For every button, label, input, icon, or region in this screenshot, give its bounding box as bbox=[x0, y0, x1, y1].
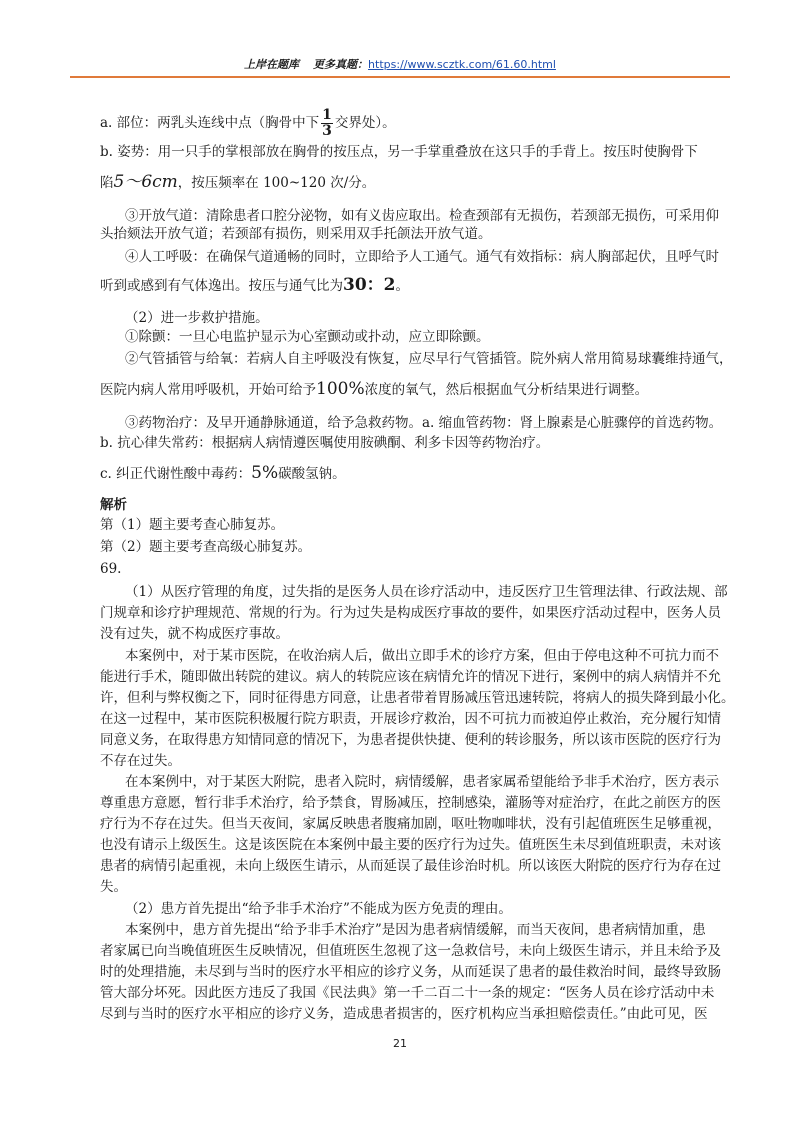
text-span: 浓度的氧气，然后根据血气分析结果进行调整。 bbox=[364, 382, 649, 398]
text-line: 在本案例中，对于某医大附院，患者入院时，病情缓解，患者家属希望能给予非手术治疗，医方表示 bbox=[125, 774, 719, 790]
text-line: b. 姿势：用一只手的掌根部放在胸骨的按压点，另一手掌重叠放在这只手的手背上。按压时使胸骨下 bbox=[100, 144, 698, 160]
text-line: 头抬颏法开放气道；若颈部有损伤，则采用双手托颌法开放气道。 bbox=[100, 226, 492, 242]
section-heading: 解析 bbox=[100, 497, 127, 513]
text-line bbox=[100, 173, 375, 192]
text-span: ，按压频率在 100~120 次/分。 bbox=[177, 175, 376, 191]
text-span: c. 纠正代谢性酸中毒药： bbox=[100, 466, 252, 482]
math-span: 100% bbox=[316, 379, 365, 399]
text-line: 许，但利与弊权衡之下，同时征得患方同意，让患者带着胃肠减压管迅速转院，将病人的损失降到最小化。 bbox=[100, 690, 735, 706]
text-span: 交界处）。 bbox=[334, 115, 396, 131]
math-span: 5～6cm bbox=[113, 172, 178, 192]
text-span: 。 bbox=[395, 278, 409, 294]
text-line bbox=[100, 380, 648, 399]
header-title: 上岸在题库 bbox=[244, 58, 300, 71]
text-line: 不存在过失。 bbox=[100, 753, 181, 769]
text-line: 尊重患方意愿，暂行非手术治疗，给予禁食，胃肠减压，控制感染，灌肠等对症治疗，在此之前医方的医 bbox=[100, 795, 721, 811]
text-line: ③药物治疗：及早开通静脉通道，给予急救药物。a. 缩血管药物：肾上腺素是心脏骤停的首选药物。 bbox=[125, 415, 723, 431]
text-line: ②气管插管与给氧：若病人自主呼吸没有恢复，应尽早行气管插管。院外病人常用简易球囊维持通气， bbox=[125, 351, 733, 367]
header-url-link[interactable]: https://www.scztk.com/61.60.html bbox=[368, 58, 556, 71]
text-line: （1）从医疗管理的角度，过失指的是医务人员在诊疗活动中，违反医疗卫生管理法律、行政法规、部 bbox=[125, 584, 728, 600]
text-line: ③开放气道：清除患者口腔分泌物，如有义齿应取出。检查颈部有无损伤，若颈部无损伤，可采用仰 bbox=[125, 208, 719, 224]
fraction bbox=[321, 108, 333, 139]
text-line: 管大部分坏死。因此医方违反了我国《民法典》第一千二百二十一条的规定：“医务人员在诊疗活动中未 bbox=[100, 985, 715, 1001]
text-line: b. 抗心律失常药：根据病人病情遵医嘱使用胺碘酮、利多卡因等药物治疗。 bbox=[100, 435, 550, 451]
text-line: 第（2）题主要考查高级心肺复苏。 bbox=[100, 539, 312, 555]
fraction-denominator: 3 bbox=[322, 123, 332, 139]
fraction-numerator: 1 bbox=[322, 107, 332, 123]
text-span: 医院内病人常用呼吸机，开始可给予 bbox=[100, 382, 316, 398]
text-line: 也没有请示上级医生。这是该医院在本案例中最主要的医疗行为过失。值班医生未尽到值班职责，未对该 bbox=[100, 837, 721, 853]
text-line: 本案例中，对于某市医院，在收治病人后，做出立即手术的诊疗方案，但由于停电这种不可抗力而不 bbox=[125, 648, 719, 664]
text-line: 本案例中，患方首先提出“给予非手术治疗”是因为患者病情缓解，而当天夜间，患者病情加重，患 bbox=[125, 922, 706, 938]
text-line: 在这一过程中，某市医院积极履行院方职责，开展诊疗救治，因不可抗力而被迫停止救治，充分履行知情 bbox=[100, 711, 721, 727]
text-line: 失。 bbox=[100, 879, 127, 895]
text-line: 第（1）题主要考查心肺复苏。 bbox=[100, 517, 285, 533]
text-line: 门规章和诊疗护理规范、常规的行为。行为过失是构成医疗事故的要件，如果医疗活动过程中，医务人员 bbox=[100, 605, 721, 621]
text-line bbox=[100, 276, 409, 295]
text-line: 时的处理措施，未尽到与当时的医疗水平相应的诊疗义务，从而延误了患者的最佳救治时间，最终导致肠 bbox=[100, 964, 721, 980]
text-span: 碳酸氢钠。 bbox=[278, 466, 346, 482]
text-line: 没有过失，就不构成医疗事故。 bbox=[100, 626, 289, 642]
text-span: 听到或感到有气体逸出。按压与通气比为 bbox=[100, 278, 343, 294]
math-span: 5% bbox=[251, 463, 279, 483]
text-line: （2）患方首先提出“给予非手术治疗”不能成为医方免责的理由。 bbox=[125, 901, 512, 917]
question-number: 69. bbox=[100, 561, 122, 577]
text-line: 尽到与当时的医疗水平相应的诊疗义务，造成患者损害的，医疗机构应当承担赔偿责任。”由此可见，医 bbox=[100, 1006, 708, 1022]
text-line bbox=[100, 464, 346, 483]
text-line: 能进行手术，随即做出转院的建议。病人的转院应该在病情允许的情况下进行，案例中的病人病情并不允 bbox=[100, 669, 721, 685]
text-line: 同意义务，在取得患方知情同意的情况下，为患者提供快捷、便利的转诊服务，所以该市医院的医疗行为 bbox=[100, 732, 721, 748]
header-more-label: 更多真题： bbox=[313, 58, 369, 71]
text-line: 疗行为不存在过失。但当天夜间，家属反映患者腹痛加剧，呕吐物咖啡状，没有引起值班医生足够重视， bbox=[100, 816, 721, 832]
page-header bbox=[70, 54, 730, 78]
text-line: ④人工呼吸：在确保气道通畅的同时，立即给予人工通气。通气有效指标：病人胸部起伏，且呼气时 bbox=[125, 249, 719, 265]
text-span: a. 部位：两乳头连线中点（胸骨中下 bbox=[100, 115, 320, 131]
text-line: 者家属已向当晚值班医生反映情况，但值班医生忽视了这一急救信号，未向上级医生请示，并且未给予及 bbox=[100, 943, 721, 959]
text-line bbox=[100, 108, 396, 139]
text-span: 陷 bbox=[100, 175, 114, 191]
text-line: ①除颤：一旦心电监护显示为心室颤动或扑动，应立即除颤。 bbox=[125, 329, 490, 345]
math-span: 30：2 bbox=[343, 275, 396, 295]
page-number: 21 bbox=[393, 1037, 407, 1050]
text-line: 患者的病情引起重视，未向上级医生请示，从而延误了最佳诊治时机。所以该医大附院的医疗行为存在过 bbox=[100, 858, 721, 874]
text-line: （2）进一步救护措施。 bbox=[125, 310, 269, 326]
